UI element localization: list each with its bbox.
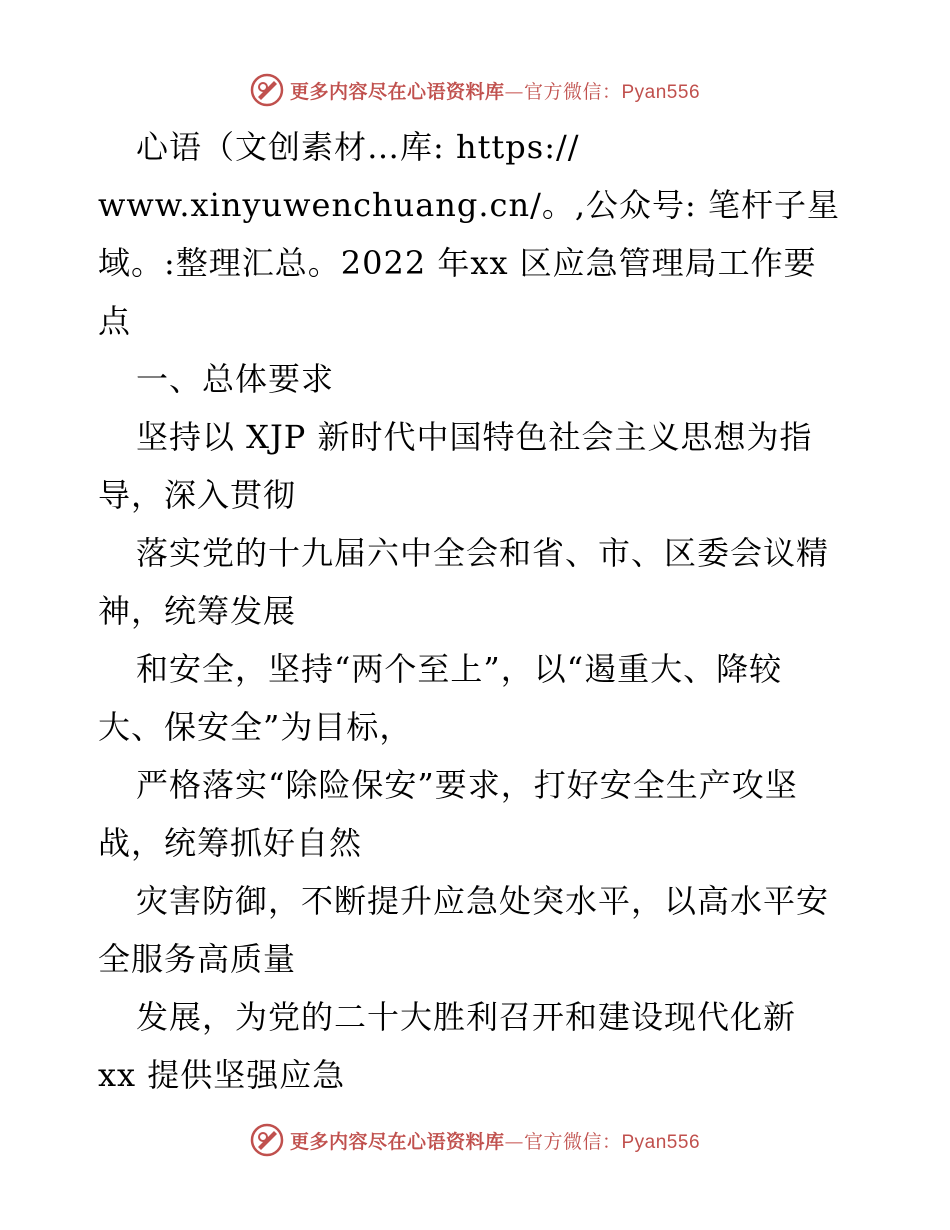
paragraph-4: 落实党的十九届六中全会和省、市、区委会议精 神，统筹发展 <box>98 534 830 630</box>
banner-main: 更多内容尽在心语资料库 <box>289 1130 505 1153</box>
header-banner <box>0 70 950 110</box>
paragraph-8: 发展，为党的二十大胜利召开和建设现代化新 xx 提供坚强应急 <box>98 998 797 1094</box>
paragraph-3: 坚持以 XJP 新时代中国特色社会主义思想为指 导，深入贯彻 <box>98 418 813 514</box>
document-body <box>98 118 858 1104</box>
banner-dash: — <box>504 80 524 103</box>
paragraph-6: 严格落实“除险保安”要求，打好安全生产攻坚 战，统筹抓好自然 <box>98 766 798 862</box>
paragraph-1: 心语（文创素材…库: https:// www.xinyuwenchuang.cn/。,公众号: 笔杆子星 域。:整理汇总。2022 年xx 区应急管理局工作要 点 <box>98 128 840 340</box>
banner-id: Pyan556 <box>621 81 701 103</box>
banner-sub: 官方微信： <box>523 1130 622 1153</box>
paragraph-7: 灾害防御，不断提升应急处突水平，以高水平安 全服务高质量 <box>98 882 830 978</box>
banner-dash: — <box>504 1130 524 1153</box>
banner-id: Pyan556 <box>621 1131 701 1153</box>
footer-banner <box>0 1120 950 1160</box>
banner-main: 更多内容尽在心语资料库 <box>289 80 505 103</box>
brand-logo-icon <box>250 73 284 107</box>
banner-text <box>290 77 700 104</box>
banner-sub: 官方微信： <box>523 80 622 103</box>
paragraph-5: 和安全，坚持“两个至上”，以“遏重大、降较 大、保安全”为目标， <box>98 650 783 746</box>
banner-text <box>290 1127 700 1154</box>
paragraph-2: 一、总体要求 <box>136 360 335 398</box>
brand-logo-icon <box>250 1123 284 1157</box>
